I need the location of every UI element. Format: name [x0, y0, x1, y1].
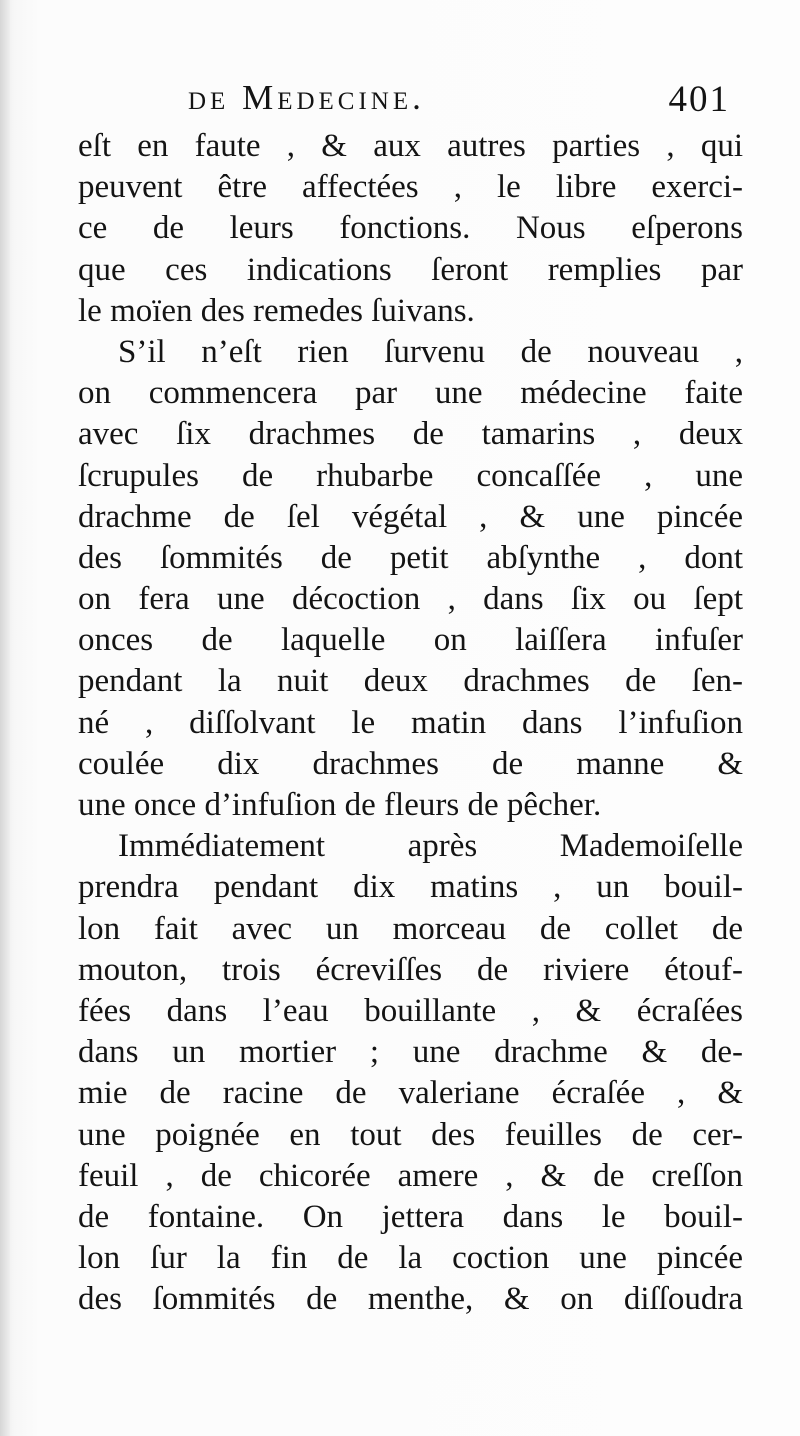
body-text: [78, 126, 743, 1320]
text-line: drachme de ſel végétal , & une pincée: [78, 498, 743, 535]
text-line: feuil , de chicorée amere , & de creſſon: [78, 1157, 743, 1194]
page-gutter-shadow: [0, 0, 10, 1436]
text-line: onces de laquelle on laiſſera infuſer: [78, 622, 743, 659]
text-line: coulée dix drachmes de manne &: [78, 745, 743, 782]
text-line: Immédiatement après Mademoiſelle: [118, 828, 743, 865]
text-line: lon ſur la fin de la coction une pincée: [78, 1240, 743, 1277]
text-line: on fera une décoction , dans ſix ou ſept: [78, 581, 743, 618]
text-line: pendant la nuit deux drachmes de ſen-: [78, 663, 743, 700]
text-line: dans un mortier ; une drachme & de-: [78, 1034, 743, 1071]
text-line: mouton, trois écreviſſes de riviere étouf-: [78, 951, 743, 988]
text-line: fées dans l’eau bouillante , & écraſées: [78, 992, 743, 1029]
text-line: ce de leurs fonctions. Nous eſperons: [78, 210, 743, 247]
text-line: S’il n’eſt rien ſurvenu de nouveau ,: [118, 333, 743, 370]
text-line: des ſommités de petit abſynthe , dont: [78, 539, 743, 576]
running-title: de Medecine.: [188, 78, 425, 117]
text-line: de fontaine. On jettera dans le bouil-: [78, 1198, 743, 1235]
text-line: on commencera par une médecine faite: [78, 375, 743, 412]
text-line: peuvent être affectées , le libre exerci-: [78, 169, 743, 206]
text-line: prendra pendant dix matins , un bouil-: [78, 869, 743, 906]
running-head: [80, 78, 760, 128]
page-number: 401: [668, 79, 730, 120]
text-line: avec ſix drachmes de tamarins , deux: [78, 416, 743, 453]
text-line: né , diſſolvant le matin dans l’infuſion: [78, 704, 743, 741]
text-line: des ſommités de menthe, & on diſſoudra: [78, 1281, 743, 1318]
text-line: lon fait avec un morceau de collet de: [78, 910, 743, 947]
text-line: que ces indications ſeront remplies par: [78, 251, 743, 288]
text-line: le moïen des remedes ſuivans.: [78, 292, 475, 329]
text-line: mie de racine de valeriane écraſée , &: [78, 1075, 743, 1112]
text-line: ſcrupules de rhubarbe concaſſée , une: [78, 457, 743, 494]
text-line: une poignée en tout des feuilles de cer-: [78, 1116, 743, 1153]
text-line: eſt en faute , & aux autres parties , qui: [78, 128, 743, 164]
text-line: une once d’infuſion de fleurs de pêcher.: [78, 787, 602, 823]
